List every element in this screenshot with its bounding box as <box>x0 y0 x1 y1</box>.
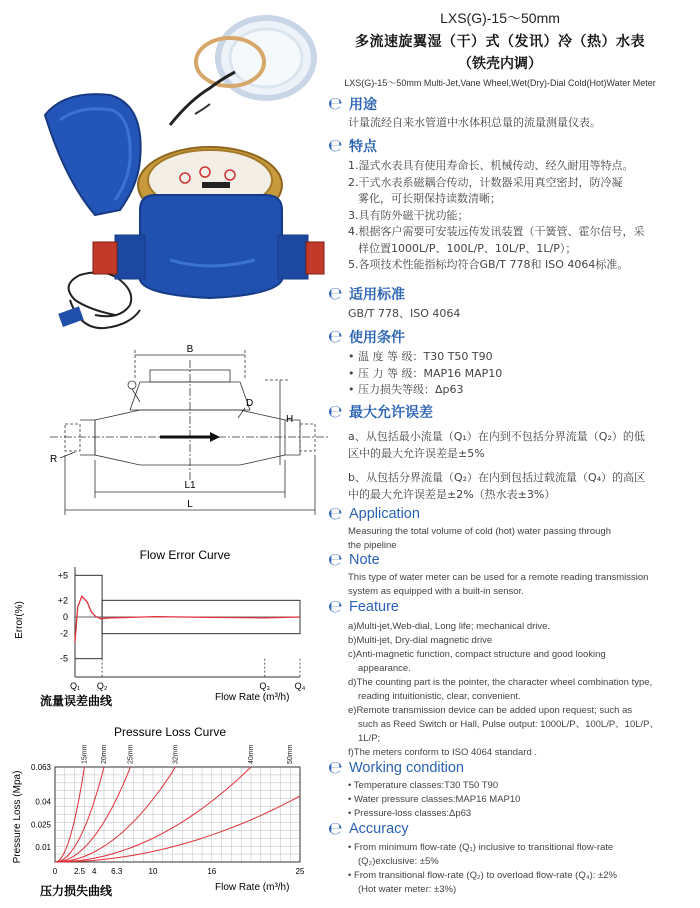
working-item: • Water pressure classes:MAP16 MAP10 <box>348 793 673 807</box>
x-axis-label: Flow Rate (m³/h) <box>215 692 290 703</box>
section-title: 最大允许误差 <box>349 405 433 421</box>
section-title: 使用条件 <box>349 330 405 346</box>
working-item: • Pressure-loss classes:Δp63 <box>348 807 673 821</box>
section-features <box>328 137 673 274</box>
section-title: Accuracy <box>349 821 409 837</box>
y-axis-label: Pressure Loss (Mpa) <box>12 770 23 864</box>
error-b-line: b、从包括分界流量（Q₂）在内到包括过载流量（Q₄）的高区 <box>348 471 646 484</box>
dim-l1-label: L1 <box>184 480 196 491</box>
series-label: 40mm <box>248 744 255 764</box>
bullet-c-icon: ℮ <box>328 136 343 156</box>
chart-caption-cn: 压力损失曲线 <box>40 884 113 898</box>
note-line: This type of water meter can be used for a remote reading transmission <box>348 572 649 583</box>
dim-d-label: D <box>246 398 254 409</box>
x-tick-label: Q₂ <box>96 681 108 691</box>
x-tick-label: 0 <box>52 867 58 876</box>
y-tick-label: -5 <box>59 653 68 664</box>
section-application <box>328 505 673 553</box>
section-title: 特点 <box>349 139 377 155</box>
x-tick-label: Q₃ <box>259 681 271 691</box>
title-cn: 多流速旋翼湿（干）式（发讯）冷（热）水表 <box>355 34 645 50</box>
section-usage <box>328 95 673 132</box>
feature-line: 样位置1000L/P、100L/P、10L/P、1L/P）； <box>358 241 577 255</box>
bullet-c-icon: ℮ <box>328 94 343 114</box>
feature-en-line: b)Multi-jet, Dry-dial magnetic drive <box>348 635 493 646</box>
section-title: Feature <box>349 599 399 615</box>
section-conditions <box>328 328 673 399</box>
working-item: • Temperature classes:T30 T50 T90 <box>348 779 673 793</box>
feature-en-line: appearance. <box>358 663 411 674</box>
x-tick-label: 25 <box>295 867 305 876</box>
feature-line: 雾化，可长期保持读数清晰； <box>358 192 501 205</box>
chart-caption-cn: 流量误差曲线 <box>40 694 113 708</box>
error-curve <box>75 596 300 642</box>
x-tick-label: 10 <box>148 867 158 876</box>
x-tick-label: 16 <box>207 867 217 876</box>
bullet-c-icon: ℮ <box>328 402 343 422</box>
dim-h-label: H <box>286 414 294 425</box>
y-tick-label: 0 <box>62 612 68 622</box>
y-tick-label: -2 <box>59 628 68 639</box>
dim-b-label: B <box>186 344 194 355</box>
note-line: system as equipped with a built-in sensor. <box>348 586 524 597</box>
feature-en-line: reading intuitionistic, clear, convenient. <box>358 691 521 702</box>
loss-curve-50mm <box>55 796 300 862</box>
condition-item: • 压力损失等级：Δp63 <box>348 382 673 399</box>
error-a-line: 区中的最大允许误差是±5% <box>348 446 485 460</box>
error-a-line: a、从包括最小流量（Q₁）在内到不包括分界流量（Q₂）的低 <box>348 430 645 443</box>
bullet-c-icon: ℮ <box>328 550 343 570</box>
section-working <box>328 759 673 821</box>
bullet-c-icon: ℮ <box>328 504 343 524</box>
error-b-line: 中的最大允许误差是±2%（热水表±3%） <box>348 487 556 501</box>
application-line: the pipeline <box>348 540 397 551</box>
dim-r-label: R <box>50 454 58 465</box>
feature-en-line: a)Multi-jet,Web-dial, Long life; mechanical drive. <box>348 621 551 632</box>
y-tick-label: 0.025 <box>30 820 51 830</box>
section-error <box>328 403 673 503</box>
x-tick-label: 4 <box>91 867 97 876</box>
feature-line: 5.各项技术性能指标均符合GB/T 778和 ISO 4064标准。 <box>348 258 629 271</box>
condition-item: • 温 度 等 级：T30 T50 T90 <box>348 349 673 366</box>
dim-l-label: L <box>187 499 193 510</box>
section-standards <box>328 285 673 323</box>
x-axis-label: Flow Rate (m³/h) <box>215 882 290 893</box>
page-header <box>330 8 670 89</box>
feature-line: 2.干式水表系磁耦合传动，计数器采用真空密封，防冷凝 <box>348 175 623 189</box>
feature-line: 4.根据客户需要可安装远传发讯装置（干簧管、霍尔信号，采 <box>348 225 645 238</box>
section-feature-en <box>328 598 673 760</box>
feature-en-line: c)Anti-magnetic function, compact structure and good looking <box>348 649 606 660</box>
pressure-loss-chart <box>10 722 330 902</box>
x-tick-label: Q₁ <box>69 681 81 691</box>
section-accuracy <box>328 820 673 897</box>
accuracy-line: (Q₂)exclusive: ±5% <box>358 856 439 867</box>
y-tick-label: 0.01 <box>35 842 51 852</box>
x-tick-label: Q₄ <box>294 681 306 691</box>
bullet-c-icon: ℮ <box>328 758 343 778</box>
section-title: 用途 <box>349 97 377 113</box>
y-tick-label: 0.063 <box>30 763 51 772</box>
series-label: 50mm <box>287 744 295 764</box>
title-en: LXS(G)-15～50mm Multi-Jet,Vane Wheel,Wet(Dry)-Dial Cold(Hot)Water Meter <box>344 78 656 88</box>
x-tick-label: 2.5 <box>73 867 86 876</box>
y-tick-label: 0.04 <box>35 797 51 807</box>
chart-title: Pressure Loss Curve <box>113 725 227 739</box>
bullet-c-icon: ℮ <box>328 284 343 304</box>
series-label: 25mm <box>127 744 135 764</box>
model-number: LXS(G)-15～50mm <box>440 10 560 26</box>
y-tick-label: +5 <box>57 570 68 581</box>
x-tick-label: 6.3 <box>111 867 123 876</box>
y-tick-label: +2 <box>57 595 68 606</box>
feature-en-line: f)The meters conform to ISO 4064 standard . <box>348 747 538 758</box>
section-title: 适用标准 <box>349 287 405 303</box>
feature-en-line: 1L/P; <box>358 733 381 744</box>
bullet-c-icon: ℮ <box>328 597 343 617</box>
accuracy-line: • From minimum flow-rate (Q₁) inclusive to transitional flow-rate <box>348 841 673 855</box>
standards-text: GB/T 778、ISO 4064 <box>348 307 461 320</box>
bullet-c-icon: ℮ <box>328 819 343 839</box>
feature-line: 3.具有防外磁干扰功能； <box>348 208 469 222</box>
accuracy-line: • From transitional flow-rate (Q₂) to overload flow-rate (Q₄): ±2% <box>348 869 673 883</box>
feature-en-line: such as Reed Switch or Hall, Pulse output: 1000L/P、100L/P、10L/P、 <box>358 719 660 730</box>
section-title: Working condition <box>349 760 464 776</box>
feature-en-line: d)The counting part is the pointer, the character wheel combination type, <box>348 677 653 688</box>
section-title: Note <box>349 552 380 568</box>
feature-line: 1.湿式水表具有使用寿命长、机械传动、经久耐用等特点。 <box>348 159 634 172</box>
dimension-drawing <box>40 340 330 520</box>
accuracy-line: (Hot water meter: ±3%) <box>358 884 457 895</box>
series-label: 15mm <box>81 744 89 764</box>
bullet-c-icon: ℮ <box>328 327 343 347</box>
y-axis-label: Error(%) <box>14 601 25 639</box>
usage-text: 计量流经自来水管道中水体积总量的流量测量仪表。 <box>348 116 601 129</box>
application-line: Measuring the total volume of cold (hot) water passing through <box>348 526 611 537</box>
series-label: 20mm <box>101 744 108 764</box>
chart-title: Flow Error Curve <box>139 548 231 562</box>
flow-error-chart <box>10 545 330 710</box>
section-title: Application <box>349 506 420 522</box>
water-meter-photo <box>20 10 330 340</box>
feature-en-line: e)Remote transmission device can be added upon request; such as <box>348 705 633 716</box>
section-note <box>328 551 673 599</box>
subtitle-cn: （铁壳内调） <box>458 56 542 72</box>
condition-item: • 压 力 等 级：MAP16 MAP10 <box>348 366 673 383</box>
series-label: 32mm <box>172 744 180 764</box>
